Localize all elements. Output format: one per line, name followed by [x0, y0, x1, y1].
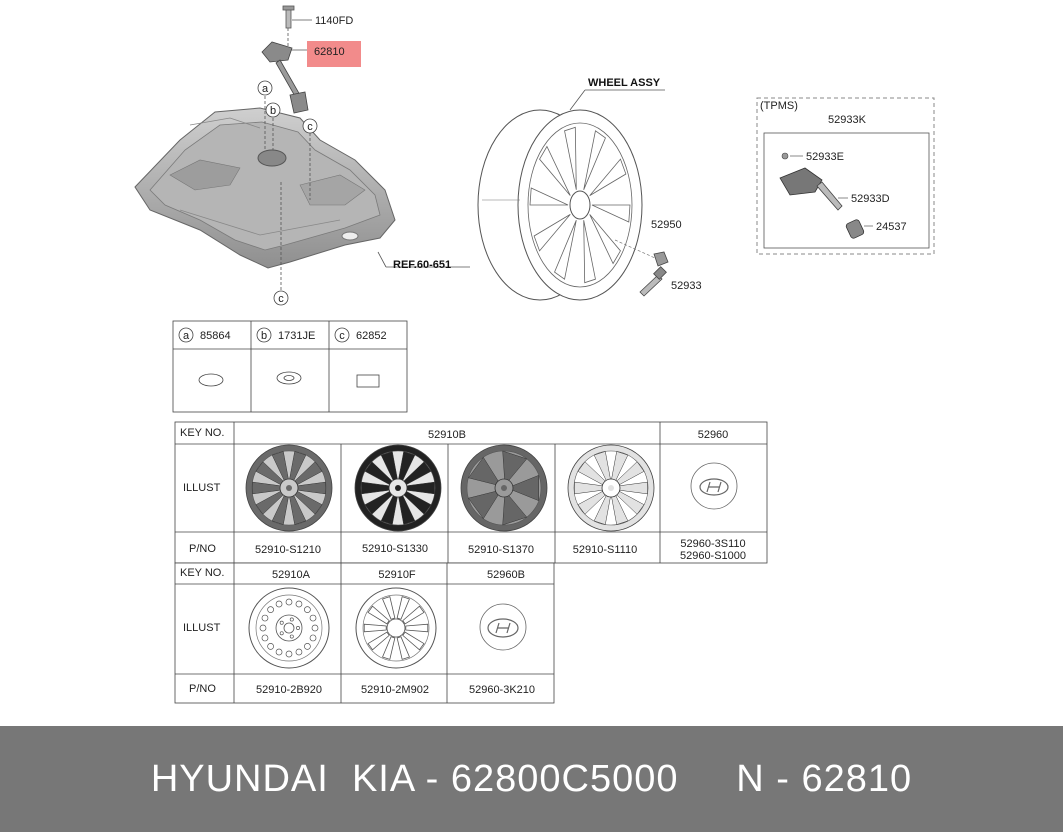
t1-pno-4: 52910-S1110 [572, 544, 638, 556]
t1-key-wheel: 52910B [428, 429, 466, 441]
t2-pno-1: 52910-2B920 [255, 684, 323, 696]
t2-pno-2: 52910-2M902 [361, 684, 429, 696]
callout-24537: 24537 [876, 221, 907, 233]
callout-1140FD: 1140FD [315, 15, 354, 27]
letter-circle-a [258, 81, 272, 95]
alloy-wheel-icon [568, 445, 654, 531]
t1-pno-label: P/NO [189, 543, 216, 555]
svg-text:b: b [260, 330, 268, 342]
t2-pno-3: 52960-3K210 [468, 684, 536, 696]
svg-text:62852: 62852 [356, 330, 387, 342]
t1-key-label: KEY NO. [180, 427, 225, 439]
hub-cap-b-icon [480, 604, 526, 650]
t1-cap-pno-1: 52960-3S110 [680, 538, 746, 550]
letter-circle-c-top [303, 119, 317, 133]
alloy-wheel-icon [246, 445, 332, 531]
svg-text:c: c [278, 293, 284, 305]
letter-circle-c-bottom [274, 291, 288, 305]
hub-cap-icon [691, 463, 737, 509]
t1-key-cap: 52960 [697, 429, 729, 441]
alloy-wheel-line-icon [356, 588, 436, 668]
t2-key-2: 52910F [378, 569, 416, 581]
t2-key-1: 52910A [272, 569, 310, 581]
callout-62810: 62810 [314, 46, 345, 58]
t1-pno-2: 52910-S1330 [361, 543, 429, 555]
svg-text:a: a [182, 330, 190, 342]
t1-pno-1: 52910-S1210 [254, 544, 322, 556]
t1-pno-3: 52910-S1370 [467, 544, 535, 556]
callout-52933E: 52933E [806, 151, 844, 163]
wheel-assy-label: WHEEL ASSY [588, 77, 661, 89]
tpms-label: (TPMS) [760, 100, 798, 112]
svg-text:c: c [339, 330, 345, 342]
footer-banner [0, 726, 1063, 832]
footer-text: HYUNDAI KIA - 62800C5000 N - 62810 [150, 757, 913, 800]
callout-52950: 52950 [651, 219, 682, 231]
t2-pno-label: P/NO [189, 683, 216, 695]
callout-52933: 52933 [671, 280, 702, 292]
letter-circle-b [266, 103, 280, 117]
t1-cap-pno-2: 52960-S1000 [679, 550, 747, 562]
bracket-assembly [262, 6, 308, 113]
wheel-assembly [478, 110, 642, 300]
svg-text:c: c [307, 121, 313, 133]
t2-key-label: KEY NO. [180, 567, 225, 579]
wheel-leader [570, 90, 585, 110]
t2-illust-label: ILLUST [183, 622, 221, 634]
t1-illust-label: ILLUST [183, 482, 221, 494]
svg-text:1731JE: 1731JE [278, 330, 316, 342]
oval-plug-icon [199, 374, 223, 386]
svg-text:85864: 85864 [200, 330, 231, 342]
alloy-wheel-icon [461, 445, 547, 531]
rect-pad-icon [357, 375, 379, 387]
callout-52933K: 52933K [828, 114, 866, 126]
steel-wheel-icon [249, 588, 329, 668]
valve-stem [640, 267, 666, 296]
t2-key-3: 52960B [487, 569, 525, 581]
svg-text:b: b [269, 105, 277, 117]
callout-52933D: 52933D [851, 193, 890, 205]
alloy-wheel-icon [355, 445, 441, 531]
ref-label: REF.60-651 [393, 259, 452, 271]
svg-text:a: a [261, 83, 269, 95]
